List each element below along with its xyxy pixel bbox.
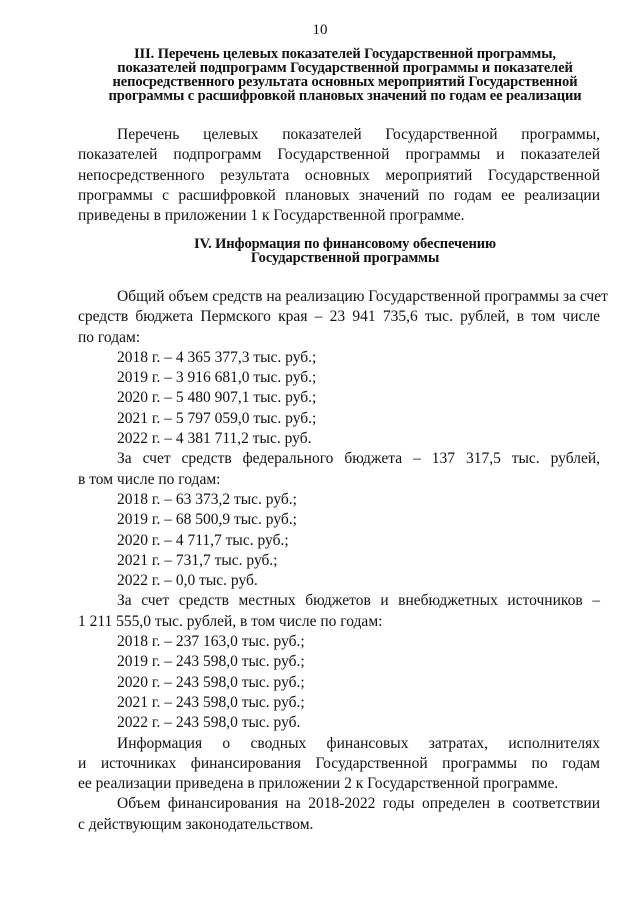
page-number: 10	[312, 22, 328, 38]
year-amount-item: 2021 г. – 731,7 тыс. руб.;	[117, 551, 278, 569]
year-amount-item: 2019 г. – 3 916 681,0 тыс. руб.;	[117, 369, 317, 387]
heading-line: показателей подпрограмм Государственной программы и показателей	[117, 60, 573, 76]
year-amount-item: 2020 г. – 4 711,7 тыс. руб.;	[117, 531, 289, 549]
heading-line: Государственной программы	[250, 250, 440, 266]
text-line: 1 211 555,0 тыс. рублей, в том числе по годам:	[78, 612, 383, 630]
section-3-paragraph	[78, 125, 600, 226]
summary-info-paragraph	[78, 734, 600, 795]
paragraph	[78, 125, 600, 226]
text-line: непосредственного результата основных мероприятий Государственной	[78, 166, 600, 184]
year-amount-item: 2020 г. – 5 480 907,1 тыс. руб.;	[117, 389, 317, 407]
section-3-heading	[86, 47, 604, 103]
text-line: За счет средств местных бюджетов и внебюджетных источников –	[117, 592, 600, 610]
text-line: средств бюджета Пермского края – 23 941 735,6 тыс. рублей, в том числе	[78, 308, 600, 326]
heading-line: III. Перечень целевых показателей Государственной программы,	[134, 46, 556, 62]
funding-volume-paragraph	[78, 794, 600, 835]
section-4-heading	[86, 237, 604, 265]
year-amount-item: 2022 г. – 4 381 711,2 тыс. руб.	[117, 430, 312, 448]
year-amount-item: 2019 г. – 243 598,0 тыс. руб.;	[117, 653, 305, 671]
year-amount-item: 2021 г. – 5 797 059,0 тыс. руб.;	[117, 409, 317, 427]
section-4-body	[78, 287, 608, 835]
local-funding-paragraph	[78, 591, 600, 733]
federal-funding-paragraph	[78, 449, 600, 591]
year-amount-item: 2018 г. – 63 373,2 тыс. руб.;	[117, 490, 297, 508]
year-amount-item: 2020 г. – 243 598,0 тыс. руб.;	[117, 673, 305, 691]
heading-line: IV. Информация по финансовому обеспечению	[194, 236, 496, 252]
year-amount-item: 2018 г. – 4 365 377,3 тыс. руб.;	[117, 348, 317, 366]
text-line: показателей подпрограмм Государственной программы и показателей	[78, 146, 600, 164]
text-line: Перечень целевых показателей Государственной программы,	[117, 126, 600, 143]
year-amount-item: 2019 г. – 68 500,9 тыс. руб.;	[117, 511, 297, 529]
text-line: в том числе по годам:	[78, 470, 221, 488]
year-amount-item: 2022 г. – 0,0 тыс. руб.	[117, 572, 258, 590]
year-amount-item: 2018 г. – 237 163,0 тыс. руб.;	[117, 633, 305, 651]
heading-line: непосредственного результата основных мероприятий Государственной	[112, 74, 578, 90]
text-line: За счет средств федерального бюджета – 137 317,5 тыс. рублей,	[117, 450, 600, 468]
text-line: программы с расшифровкой плановых значений по годам ее реализации	[78, 186, 600, 204]
text-line: Объем финансирования на 2018-2022 годы определен в соответствии	[117, 795, 600, 813]
text-line: с действующим законодательством.	[78, 815, 314, 833]
text-line: приведены в приложении 1 к Государственной программе.	[78, 207, 465, 225]
text-line: по годам:	[78, 328, 141, 346]
text-line: Информация о сводных финансовых затратах, исполнителях	[117, 734, 600, 752]
year-amount-item: 2021 г. – 243 598,0 тыс. руб.;	[117, 693, 305, 711]
text-line: Общий объем средств на реализацию Государственной программы за счет	[117, 288, 608, 305]
year-amount-item: 2022 г. – 243 598,0 тыс. руб.	[117, 714, 301, 732]
total-funding-paragraph	[78, 287, 608, 449]
text-line: и источниках финансирования Государственной программы по годам	[78, 754, 600, 772]
heading-line: программы с расшифровкой плановых значений по годам ее реализации	[108, 88, 582, 104]
text-line: ее реализации приведена в приложении 2 к Государственной программе.	[78, 775, 559, 793]
